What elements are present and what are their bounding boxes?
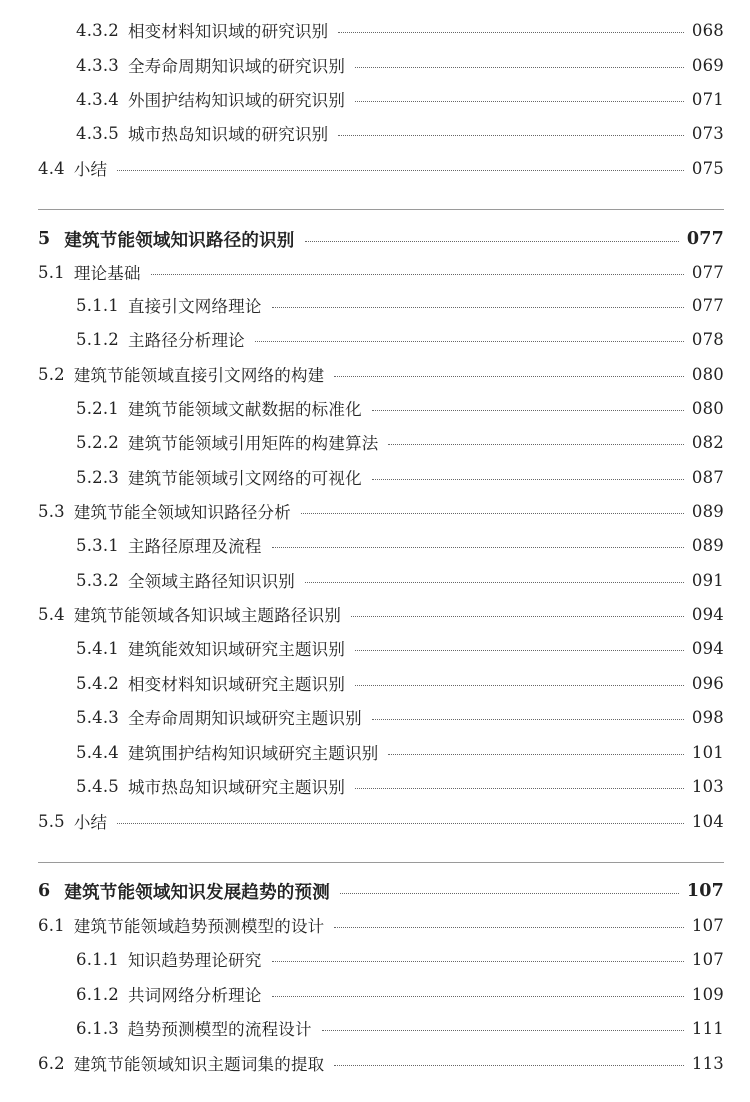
toc-entry-title: 建筑能效知识域研究主题识别 [127, 640, 346, 659]
toc-entry-line [76, 702, 724, 732]
toc-entry-title: 共词网络分析理论 [127, 986, 262, 1005]
toc-entry-number: 5.4.1 [76, 638, 119, 658]
toc-entry[interactable] [0, 633, 750, 663]
dot-leader [305, 241, 679, 242]
dot-leader [301, 513, 684, 514]
toc-entry[interactable] [0, 1048, 750, 1078]
toc-entry-title: 建筑节能领域知识发展趋势的预测 [64, 882, 330, 903]
toc-entry-page: 096 [691, 673, 724, 693]
toc-entry[interactable] [0, 153, 750, 183]
toc-entry-number: 5.4 [38, 604, 65, 624]
toc-entry-line [76, 979, 724, 1009]
toc-entry-page: 103 [691, 776, 724, 796]
toc-entry-line [76, 633, 724, 663]
toc-entry-page: 094 [691, 604, 724, 624]
chapter-divider [38, 209, 724, 210]
toc-entry-line [76, 50, 724, 80]
toc-entry-number: 5.4.2 [76, 673, 119, 693]
dot-leader [355, 685, 684, 686]
toc-entry-title: 直接引文网络理论 [127, 297, 262, 316]
dot-leader [338, 135, 684, 136]
toc-entry-number: 5.2.1 [76, 398, 119, 418]
toc-entry-page: 077 [691, 262, 724, 282]
toc-entry-page: 094 [691, 638, 724, 658]
toc-entry-page: 069 [691, 55, 724, 75]
toc-entry-title: 主路径分析理论 [127, 331, 245, 350]
dot-leader [351, 616, 684, 617]
toc-entry-line [38, 257, 724, 287]
toc-entry-line [76, 393, 724, 423]
toc-entry-title: 相变材料知识域研究主题识别 [127, 675, 346, 694]
toc-entry-page: 087 [691, 467, 724, 487]
dot-leader [372, 719, 684, 720]
toc-entry-title: 外围护结构知识域的研究识别 [127, 91, 346, 110]
toc-entry-page: 089 [691, 535, 724, 555]
toc-entry-title: 全寿命周期知识域研究主题识别 [127, 709, 362, 728]
dot-leader [305, 582, 684, 583]
toc-entry-title: 城市热岛知识域的研究识别 [127, 125, 329, 144]
toc-entry[interactable] [0, 50, 750, 80]
toc-entry[interactable] [0, 599, 750, 629]
toc-entry-page: 098 [691, 707, 724, 727]
toc-entry-number: 6.1.3 [76, 1018, 119, 1038]
toc-entry-title: 建筑围护结构知识域研究主题识别 [127, 744, 379, 763]
toc-entry-line [76, 565, 724, 595]
toc-entry-line [76, 324, 724, 354]
toc-entry[interactable] [0, 737, 750, 767]
toc-chapter-entry[interactable] [0, 876, 750, 906]
toc-entry[interactable] [0, 393, 750, 423]
dot-leader [255, 341, 684, 342]
toc-entry-title: 趋势预测模型的流程设计 [127, 1020, 312, 1039]
toc-chapter-entry[interactable] [0, 224, 750, 254]
dot-leader [117, 170, 684, 171]
toc-entry-line [76, 668, 724, 698]
toc-entry-page: 082 [691, 432, 724, 452]
dot-leader [355, 67, 684, 68]
toc-entry[interactable] [0, 462, 750, 492]
toc-entry-title: 建筑节能领域引用矩阵的构建算法 [127, 434, 379, 453]
dot-leader [334, 927, 684, 928]
toc-entry-page: 071 [691, 89, 724, 109]
toc-entry[interactable] [0, 771, 750, 801]
toc-entry-title: 城市热岛知识域研究主题识别 [127, 778, 346, 797]
dot-leader [334, 376, 684, 377]
toc-entry[interactable] [0, 668, 750, 698]
dot-leader [338, 32, 684, 33]
toc-entry-number: 5.3.2 [76, 570, 119, 590]
dot-leader [372, 410, 684, 411]
toc-entry[interactable] [0, 496, 750, 526]
toc-entry-line [76, 462, 724, 492]
toc-entry-page: 101 [691, 742, 724, 762]
toc-entry-number: 5.1.1 [76, 295, 119, 315]
toc-entry-line [76, 530, 724, 560]
toc-entry-line [38, 599, 724, 629]
toc-entry[interactable] [0, 15, 750, 45]
toc-entry-number: 5.2 [38, 364, 65, 384]
toc-entry-title: 小结 [73, 160, 108, 179]
toc-entry-title: 理论基础 [73, 264, 141, 283]
toc-entry-title: 建筑节能领域各知识域主题路径识别 [73, 606, 342, 625]
toc-entry-page: 089 [691, 501, 724, 521]
toc-entry-page: 068 [691, 20, 724, 40]
toc-entry-line [38, 806, 724, 836]
toc-entry-line [38, 496, 724, 526]
toc-entry-number: 5 [38, 229, 51, 249]
toc-entry-number: 5.4.3 [76, 707, 119, 727]
toc-entry[interactable] [0, 944, 750, 974]
toc-entry-page: 107 [691, 915, 724, 935]
toc-entry-number: 5.1 [38, 262, 65, 282]
toc-entry-number: 6 [38, 881, 51, 901]
toc-entry-title: 全领域主路径知识识别 [127, 572, 295, 591]
dot-leader [355, 101, 684, 102]
toc-entry-number: 6.1.1 [76, 949, 119, 969]
toc-entry[interactable] [0, 324, 750, 354]
toc-entry-number: 4.3.4 [76, 89, 119, 109]
toc-entry-line [38, 1048, 724, 1078]
dot-leader [340, 893, 679, 894]
toc-entry-page: 080 [691, 398, 724, 418]
toc-entry-number: 6.1.2 [76, 984, 119, 1004]
toc-entry-title: 建筑节能领域引文网络的可视化 [127, 469, 362, 488]
toc-entry-number: 5.2.2 [76, 432, 119, 452]
toc-entry-number: 4.3.2 [76, 20, 119, 40]
toc-entry-title: 建筑节能领域趋势预测模型的设计 [73, 917, 325, 936]
toc-entry-title: 主路径原理及流程 [127, 537, 262, 556]
toc-entry-number: 6.1 [38, 915, 65, 935]
toc-entry-title: 知识趋势理论研究 [127, 951, 262, 970]
toc-entry-line [38, 359, 724, 389]
dot-leader [334, 1065, 684, 1066]
toc-entry[interactable] [0, 979, 750, 1009]
toc-entry-number: 5.3 [38, 501, 65, 521]
toc-entry-page: 077 [691, 295, 724, 315]
toc-entry-line [76, 1013, 724, 1043]
toc-entry-title: 小结 [73, 813, 108, 832]
dot-leader [372, 479, 684, 480]
toc-entry-title: 建筑节能领域直接引文网络的构建 [73, 366, 325, 385]
toc-entry-number: 4.3.3 [76, 55, 119, 75]
toc-entry-page: 107 [686, 881, 724, 901]
toc-entry-page: 075 [691, 158, 724, 178]
toc-entry-line [76, 944, 724, 974]
toc-entry[interactable] [0, 806, 750, 836]
toc-entry-page: 104 [691, 811, 724, 831]
toc-entry[interactable] [0, 427, 750, 457]
dot-leader [388, 444, 683, 445]
toc-entry[interactable] [0, 1013, 750, 1043]
toc-entry-number: 5.4.4 [76, 742, 119, 762]
toc-entry-title: 全寿命周期知识域的研究识别 [127, 57, 346, 76]
toc-entry[interactable] [0, 257, 750, 287]
toc-entry-page: 080 [691, 364, 724, 384]
dot-leader [117, 823, 684, 824]
toc-entry[interactable] [0, 910, 750, 940]
toc-entry[interactable] [0, 84, 750, 114]
dot-leader [322, 1030, 684, 1031]
toc-entry-line [76, 118, 724, 148]
toc-entry-number: 4.4 [38, 158, 65, 178]
toc-entry-line [38, 153, 724, 183]
toc-entry-title: 建筑节能全领域知识路径分析 [73, 503, 291, 522]
toc-entry-title: 建筑节能领域知识主题词集的提取 [73, 1055, 325, 1074]
dot-leader [272, 961, 684, 962]
dot-leader [355, 788, 684, 789]
toc-entry-number: 5.1.2 [76, 329, 119, 349]
toc-entry-line [76, 771, 724, 801]
dot-leader [355, 650, 684, 651]
dot-leader [272, 996, 684, 997]
toc-entry-page: 077 [686, 229, 724, 249]
dot-leader [388, 754, 683, 755]
dot-leader [272, 547, 684, 548]
dot-leader [151, 274, 684, 275]
toc-entry-page: 078 [691, 329, 724, 349]
toc-entry-page: 091 [691, 570, 724, 590]
toc-entry-page: 113 [691, 1053, 724, 1073]
toc-entry[interactable] [0, 359, 750, 389]
toc-entry-page: 073 [691, 123, 724, 143]
toc-entry[interactable] [0, 530, 750, 560]
toc-entry-page: 107 [691, 949, 724, 969]
toc-entry-page: 109 [691, 984, 724, 1004]
chapter-divider [38, 862, 724, 863]
toc-entry[interactable] [0, 290, 750, 320]
toc-entry[interactable] [0, 702, 750, 732]
toc-entry-line [76, 84, 724, 114]
toc-entry-number: 5.3.1 [76, 535, 119, 555]
toc-entry-line [76, 427, 724, 457]
dot-leader [272, 307, 684, 308]
toc-entry-title: 建筑节能领域文献数据的标准化 [127, 400, 362, 419]
toc-entry-number: 4.3.5 [76, 123, 119, 143]
toc-entry-line [38, 224, 724, 254]
toc-entry-title: 建筑节能领域知识路径的识别 [64, 230, 295, 251]
toc-entry-number: 5.4.5 [76, 776, 119, 796]
toc-entry-line [76, 15, 724, 45]
toc-entry-line [76, 290, 724, 320]
toc-entry[interactable] [0, 565, 750, 595]
toc-entry-number: 6.2 [38, 1053, 65, 1073]
toc-entry-title: 相变材料知识域的研究识别 [127, 22, 329, 41]
toc-entry-number: 5.5 [38, 811, 65, 831]
toc-entry[interactable] [0, 118, 750, 148]
toc-entry-page: 111 [691, 1018, 724, 1038]
toc-entry-number: 5.2.3 [76, 467, 119, 487]
toc-entry-line [76, 737, 724, 767]
toc-entry-line [38, 910, 724, 940]
toc-entry-line [38, 876, 724, 906]
